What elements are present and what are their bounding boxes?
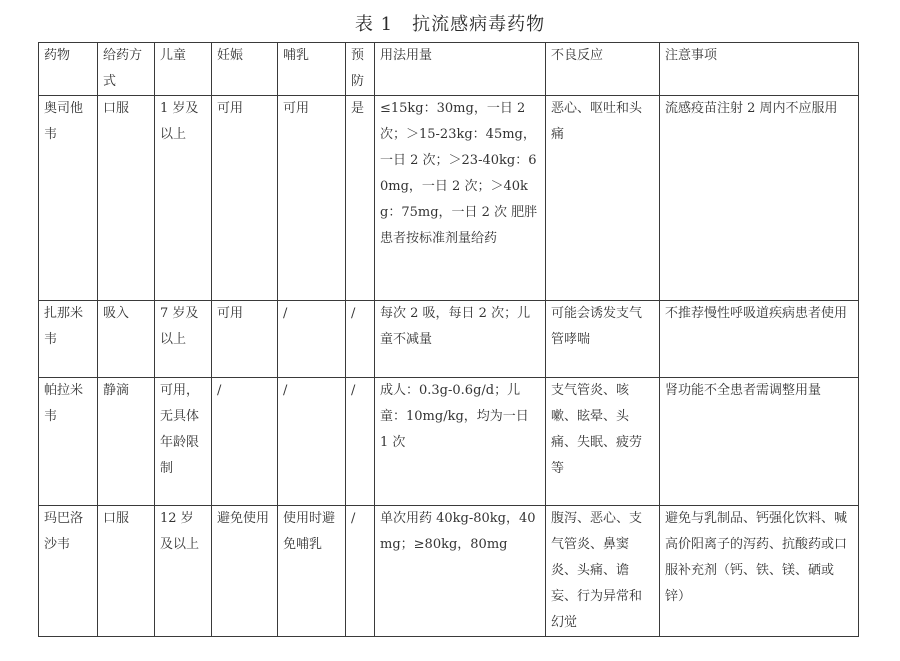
cell-notes: 避免与乳制品、钙强化饮料、喊高价阳离子的泻药、抗酸药或口服补充剂（钙、铁、镁、硒或锌） — [660, 506, 859, 637]
cell-prevention: / — [346, 301, 375, 378]
header-cell-pregnancy: 妊娠 — [212, 43, 278, 96]
header-cell-drug: 药物 — [39, 43, 98, 96]
table-row — [39, 378, 859, 506]
header-cell-route: 给药方式 — [98, 43, 155, 96]
cell-lactation: / — [278, 378, 346, 506]
cell-route: 口服 — [98, 506, 155, 637]
header-cell-lactation: 哺乳 — [278, 43, 346, 96]
cell-dosage: 成人：0.3g-0.6g/d；儿童：10mg/kg，均为一日 1 次 — [375, 378, 546, 506]
cell-pregnancy: / — [212, 378, 278, 506]
cell-route: 静滴 — [98, 378, 155, 506]
cell-drug: 帕拉米韦 — [39, 378, 98, 506]
cell-children: 1 岁及以上 — [155, 96, 212, 301]
cell-drug: 扎那米韦 — [39, 301, 98, 378]
cell-notes: 流感疫苗注射 2 周内不应服用 — [660, 96, 859, 301]
cell-dosage: 单次用药 40kg-80kg，40mg；≥80kg，80mg — [375, 506, 546, 637]
cell-prevention: / — [346, 506, 375, 637]
cell-children: 可用，无具体年龄限制 — [155, 378, 212, 506]
cell-dosage: 每次 2 吸，每日 2 次；儿童不减量 — [375, 301, 546, 378]
cell-prevention: / — [346, 378, 375, 506]
table-row — [39, 96, 859, 301]
cell-pregnancy: 可用 — [212, 301, 278, 378]
cell-lactation: / — [278, 301, 346, 378]
cell-pregnancy: 可用 — [212, 96, 278, 301]
cell-adverse: 腹泻、恶心、支气管炎、鼻窦炎、头痛、谵妄、行为异常和幻觉 — [546, 506, 660, 637]
cell-adverse: 支气管炎、咳嗽、眩晕、头痛、失眠、疲劳等 — [546, 378, 660, 506]
table-header-row — [39, 43, 859, 96]
cell-children: 7 岁及以上 — [155, 301, 212, 378]
cell-adverse: 可能会诱发支气管哮喘 — [546, 301, 660, 378]
cell-notes: 肾功能不全患者需调整用量 — [660, 378, 859, 506]
cell-prevention: 是 — [346, 96, 375, 301]
cell-notes: 不推荐慢性呼吸道疾病患者使用 — [660, 301, 859, 378]
cell-adverse: 恶心、呕吐和头痛 — [546, 96, 660, 301]
cell-children: 12 岁及以上 — [155, 506, 212, 637]
cell-lactation: 可用 — [278, 96, 346, 301]
header-cell-dosage: 用法用量 — [375, 43, 546, 96]
header-cell-prevention: 预防 — [346, 43, 375, 96]
cell-pregnancy: 避免使用 — [212, 506, 278, 637]
antiviral-drug-table — [38, 42, 859, 637]
cell-dosage: ≤15kg：30mg，一日 2 次；＞15-23kg：45mg，一日 2 次；＞23-40kg：60mg，一日 2 次；＞40kg：75mg，一日 2 次 肥胖患者按标准剂量给药 — [375, 96, 546, 301]
cell-drug: 玛巴洛沙韦 — [39, 506, 98, 637]
cell-route: 吸入 — [98, 301, 155, 378]
cell-route: 口服 — [98, 96, 155, 301]
table-row — [39, 506, 859, 637]
cell-drug: 奥司他韦 — [39, 96, 98, 301]
header-cell-notes: 注意事项 — [660, 43, 859, 96]
table-title: 表 1 抗流感病毒药物 — [354, 14, 546, 35]
cell-lactation: 使用时避免哺乳 — [278, 506, 346, 637]
header-cell-adverse: 不良反应 — [546, 43, 660, 96]
table-row — [39, 301, 859, 378]
header-cell-children: 儿童 — [155, 43, 212, 96]
